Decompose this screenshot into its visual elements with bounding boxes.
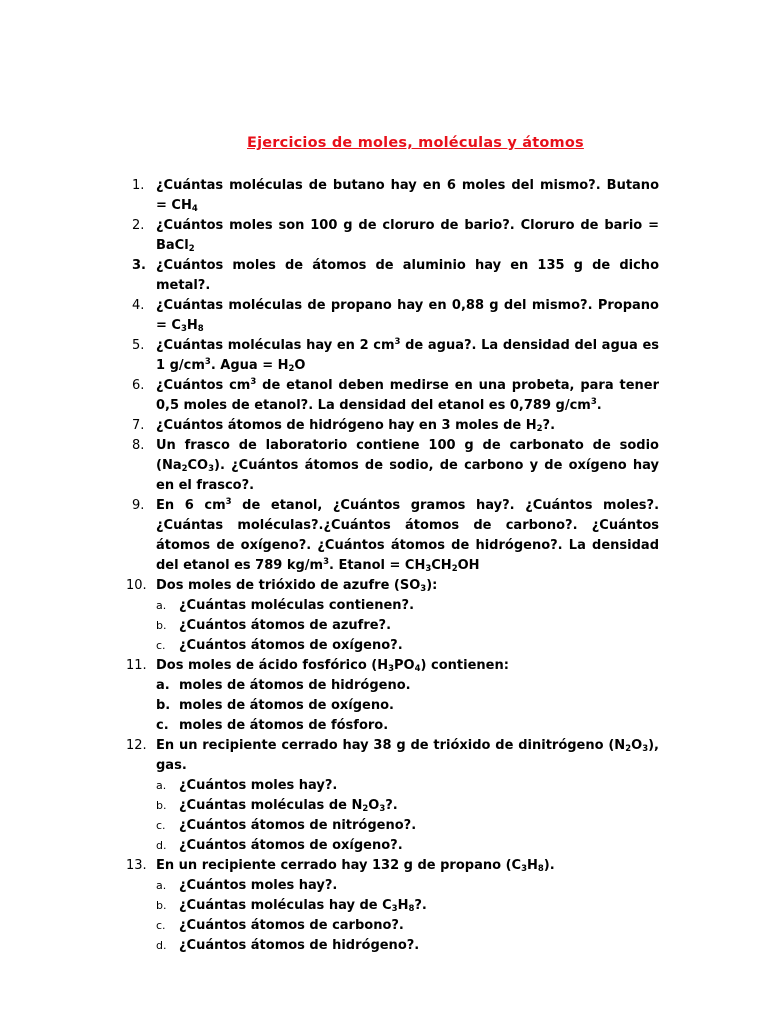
sub-item bbox=[126, 896, 659, 916]
subscript: 3 bbox=[391, 904, 398, 914]
list-item bbox=[126, 256, 659, 296]
item-text: ?. bbox=[542, 418, 556, 433]
subscript: 8 bbox=[197, 324, 204, 334]
list-item bbox=[126, 496, 659, 576]
item-text: PO bbox=[394, 658, 415, 673]
item-text: . Etanol = CH bbox=[329, 558, 426, 573]
item-text: ¿Cuántas moléculas de propano hay en 0,88 g del mismo?. Propano = C bbox=[156, 298, 659, 333]
superscript: 3 bbox=[394, 337, 401, 347]
item-text: Dos moles de ácido fosfórico (H bbox=[156, 658, 389, 673]
subscript: 2 bbox=[451, 564, 458, 574]
item-text: CO bbox=[187, 458, 209, 473]
sub-text: ¿Cuántos átomos de azufre?. bbox=[179, 618, 392, 633]
sub-item bbox=[126, 936, 659, 956]
sub-text: ?. bbox=[385, 798, 398, 813]
sub-item bbox=[126, 596, 659, 616]
sub-text: ¿Cuántos átomos de hidrógeno?. bbox=[179, 938, 420, 953]
item-text: CH bbox=[431, 558, 452, 573]
sub-text: ¿Cuántos moles hay?. bbox=[179, 878, 338, 893]
subscript: 2 bbox=[625, 744, 632, 754]
item-number: 4. bbox=[132, 298, 145, 313]
item-text: ¿Cuántas moléculas de butano hay en 6 moles del mismo?. Butano = CH bbox=[156, 178, 659, 213]
item-text: de agua?. La densidad del agua es 1 g/cm bbox=[156, 338, 660, 373]
sub-text: H bbox=[397, 898, 409, 913]
item-number: 5. bbox=[132, 338, 145, 353]
subscript: 2 bbox=[181, 464, 188, 474]
sub-text: O bbox=[368, 798, 380, 813]
sub-letter: c. bbox=[156, 718, 169, 733]
sub-letter: c. bbox=[156, 919, 166, 932]
subscript: 8 bbox=[408, 904, 415, 914]
subscript: 2 bbox=[536, 424, 543, 434]
item-number: 1. bbox=[132, 178, 145, 193]
item-text: Un frasco de laboratorio contiene 100 g de carbonato de sodio (Na bbox=[156, 438, 659, 473]
item-text: En 6 cm bbox=[156, 498, 226, 513]
item-text: ) contienen: bbox=[420, 658, 509, 673]
sub-item bbox=[126, 776, 659, 796]
item-text: de etanol, ¿Cuántos gramos hay?. ¿Cuántos moles?. ¿Cuántas moléculas?.¿Cuántos átomos de carbono?. ¿Cuántos átomos de oxígeno?. ¿Cuántos átomos de hidrógeno?. La densidad del etanol es 789 kg/m bbox=[156, 498, 660, 573]
subscript: 3 bbox=[425, 564, 432, 574]
item-text: . bbox=[596, 398, 602, 413]
superscript: 3 bbox=[225, 497, 232, 507]
sub-text: moles de átomos de fósforo. bbox=[179, 718, 389, 733]
sub-item bbox=[126, 836, 659, 856]
sub-letter: c. bbox=[156, 819, 166, 832]
sub-text: moles de átomos de oxígeno. bbox=[179, 698, 394, 713]
item-text: ¿Cuántas moléculas hay en 2 cm bbox=[156, 338, 395, 353]
list-item bbox=[126, 416, 659, 436]
sub-item bbox=[126, 636, 659, 656]
item-text: ¿Cuántos moles son 100 g de cloruro de bario?. Cloruro de bario = BaCl bbox=[156, 218, 659, 253]
sub-letter: d. bbox=[156, 839, 167, 852]
item-text: O bbox=[631, 738, 643, 753]
subscript: 3 bbox=[379, 804, 386, 814]
sub-item bbox=[126, 716, 659, 736]
subscript: 3 bbox=[642, 744, 649, 754]
sub-item bbox=[126, 816, 659, 836]
list-item bbox=[126, 376, 659, 416]
list-item bbox=[126, 436, 659, 496]
list-item bbox=[126, 656, 659, 676]
sub-text: ¿Cuántas moléculas de N bbox=[179, 798, 363, 813]
subscript: 2 bbox=[288, 364, 295, 374]
list-item bbox=[126, 856, 659, 876]
sub-letter: b. bbox=[156, 698, 171, 713]
exercise-list bbox=[126, 176, 659, 956]
item-text: OH bbox=[457, 558, 480, 573]
item-number: 10. bbox=[126, 578, 147, 593]
list-item bbox=[126, 216, 659, 256]
subscript: 8 bbox=[537, 864, 544, 874]
list-item bbox=[126, 336, 659, 376]
list-item bbox=[126, 176, 659, 216]
sub-letter: a. bbox=[156, 678, 170, 693]
sub-text: ¿Cuántos átomos de carbono?. bbox=[179, 918, 404, 933]
item-number: 12. bbox=[126, 738, 147, 753]
sub-item bbox=[126, 796, 659, 816]
item-number: 9. bbox=[132, 498, 145, 513]
sub-text: ?. bbox=[414, 898, 427, 913]
item-number: 11. bbox=[126, 658, 147, 673]
subscript: 3 bbox=[420, 584, 427, 594]
item-text: En un recipiente cerrado hay 132 g de propano (C bbox=[156, 858, 522, 873]
page-title: Ejercicios de moles, moléculas y átomos bbox=[247, 135, 584, 151]
sub-letter: c. bbox=[156, 639, 166, 652]
sub-item bbox=[126, 616, 659, 636]
list-item bbox=[126, 576, 659, 596]
item-text: ¿Cuántos átomos de hidrógeno hay en 3 moles de H bbox=[156, 418, 537, 433]
subscript: 3 bbox=[388, 664, 395, 674]
subscript: 3 bbox=[180, 324, 187, 334]
sub-text: ¿Cuántas moléculas hay de C bbox=[179, 898, 392, 913]
sub-letter: d. bbox=[156, 939, 167, 952]
item-text: ). ¿Cuántos átomos de sodio, de carbono y de oxígeno hay en el frasco?. bbox=[156, 458, 659, 493]
sub-letter: b. bbox=[156, 619, 167, 632]
item-number: 8. bbox=[132, 438, 145, 453]
sub-item bbox=[126, 676, 659, 696]
item-number: 13. bbox=[126, 858, 147, 873]
item-number: 6. bbox=[132, 378, 145, 393]
sub-item bbox=[126, 876, 659, 896]
item-text: ). bbox=[543, 858, 555, 873]
item-text: de etanol deben medirse en una probeta, para tener 0,5 moles de etanol?. La densidad del etanol es 0,789 g/cm bbox=[156, 378, 659, 413]
sub-letter: b. bbox=[156, 899, 167, 912]
subscript: 2 bbox=[362, 804, 369, 814]
subscript: 3 bbox=[208, 464, 215, 474]
subscript: 4 bbox=[191, 204, 198, 214]
superscript: 3 bbox=[323, 557, 329, 567]
item-number: 2. bbox=[132, 218, 145, 233]
item-text: En un recipiente cerrado hay 38 g de trióxido de dinitrógeno (N bbox=[156, 738, 626, 753]
sub-letter: a. bbox=[156, 879, 167, 892]
sub-item bbox=[126, 696, 659, 716]
sub-letter: a. bbox=[156, 779, 167, 792]
item-text: Dos moles de trióxido de azufre (SO bbox=[156, 578, 421, 593]
superscript: 3 bbox=[250, 377, 257, 387]
item-text: ), gas. bbox=[156, 738, 659, 773]
item-text: ¿Cuántos cm bbox=[156, 378, 251, 393]
item-text: . Agua = H bbox=[210, 358, 289, 373]
sub-letter: a. bbox=[156, 599, 167, 612]
sub-text: ¿Cuántas moléculas contienen?. bbox=[179, 598, 415, 613]
sub-item bbox=[126, 916, 659, 936]
superscript: 3 bbox=[590, 397, 597, 407]
item-number: 7. bbox=[132, 418, 145, 433]
sub-text: moles de átomos de hidrógeno. bbox=[179, 678, 411, 693]
sub-text: ¿Cuántos átomos de nitrógeno?. bbox=[179, 818, 417, 833]
item-number: 3. bbox=[132, 258, 146, 273]
superscript: 3 bbox=[204, 357, 211, 367]
sub-text: ¿Cuántos moles hay?. bbox=[179, 778, 338, 793]
item-text: O bbox=[294, 358, 306, 373]
item-text: ): bbox=[426, 578, 438, 593]
subscript: 3 bbox=[521, 864, 527, 874]
item-text: H bbox=[526, 858, 538, 873]
subscript: 4 bbox=[414, 664, 421, 674]
item-text: H bbox=[186, 318, 198, 333]
list-item bbox=[126, 736, 659, 776]
sub-text: ¿Cuántos átomos de oxígeno?. bbox=[179, 638, 403, 653]
sub-text: ¿Cuántos átomos de oxígeno?. bbox=[179, 838, 403, 853]
sub-letter: b. bbox=[156, 799, 167, 812]
subscript: 2 bbox=[188, 244, 195, 254]
item-text: ¿Cuántos moles de átomos de aluminio hay en 135 g de dicho metal?. bbox=[156, 258, 659, 293]
list-item bbox=[126, 296, 659, 336]
